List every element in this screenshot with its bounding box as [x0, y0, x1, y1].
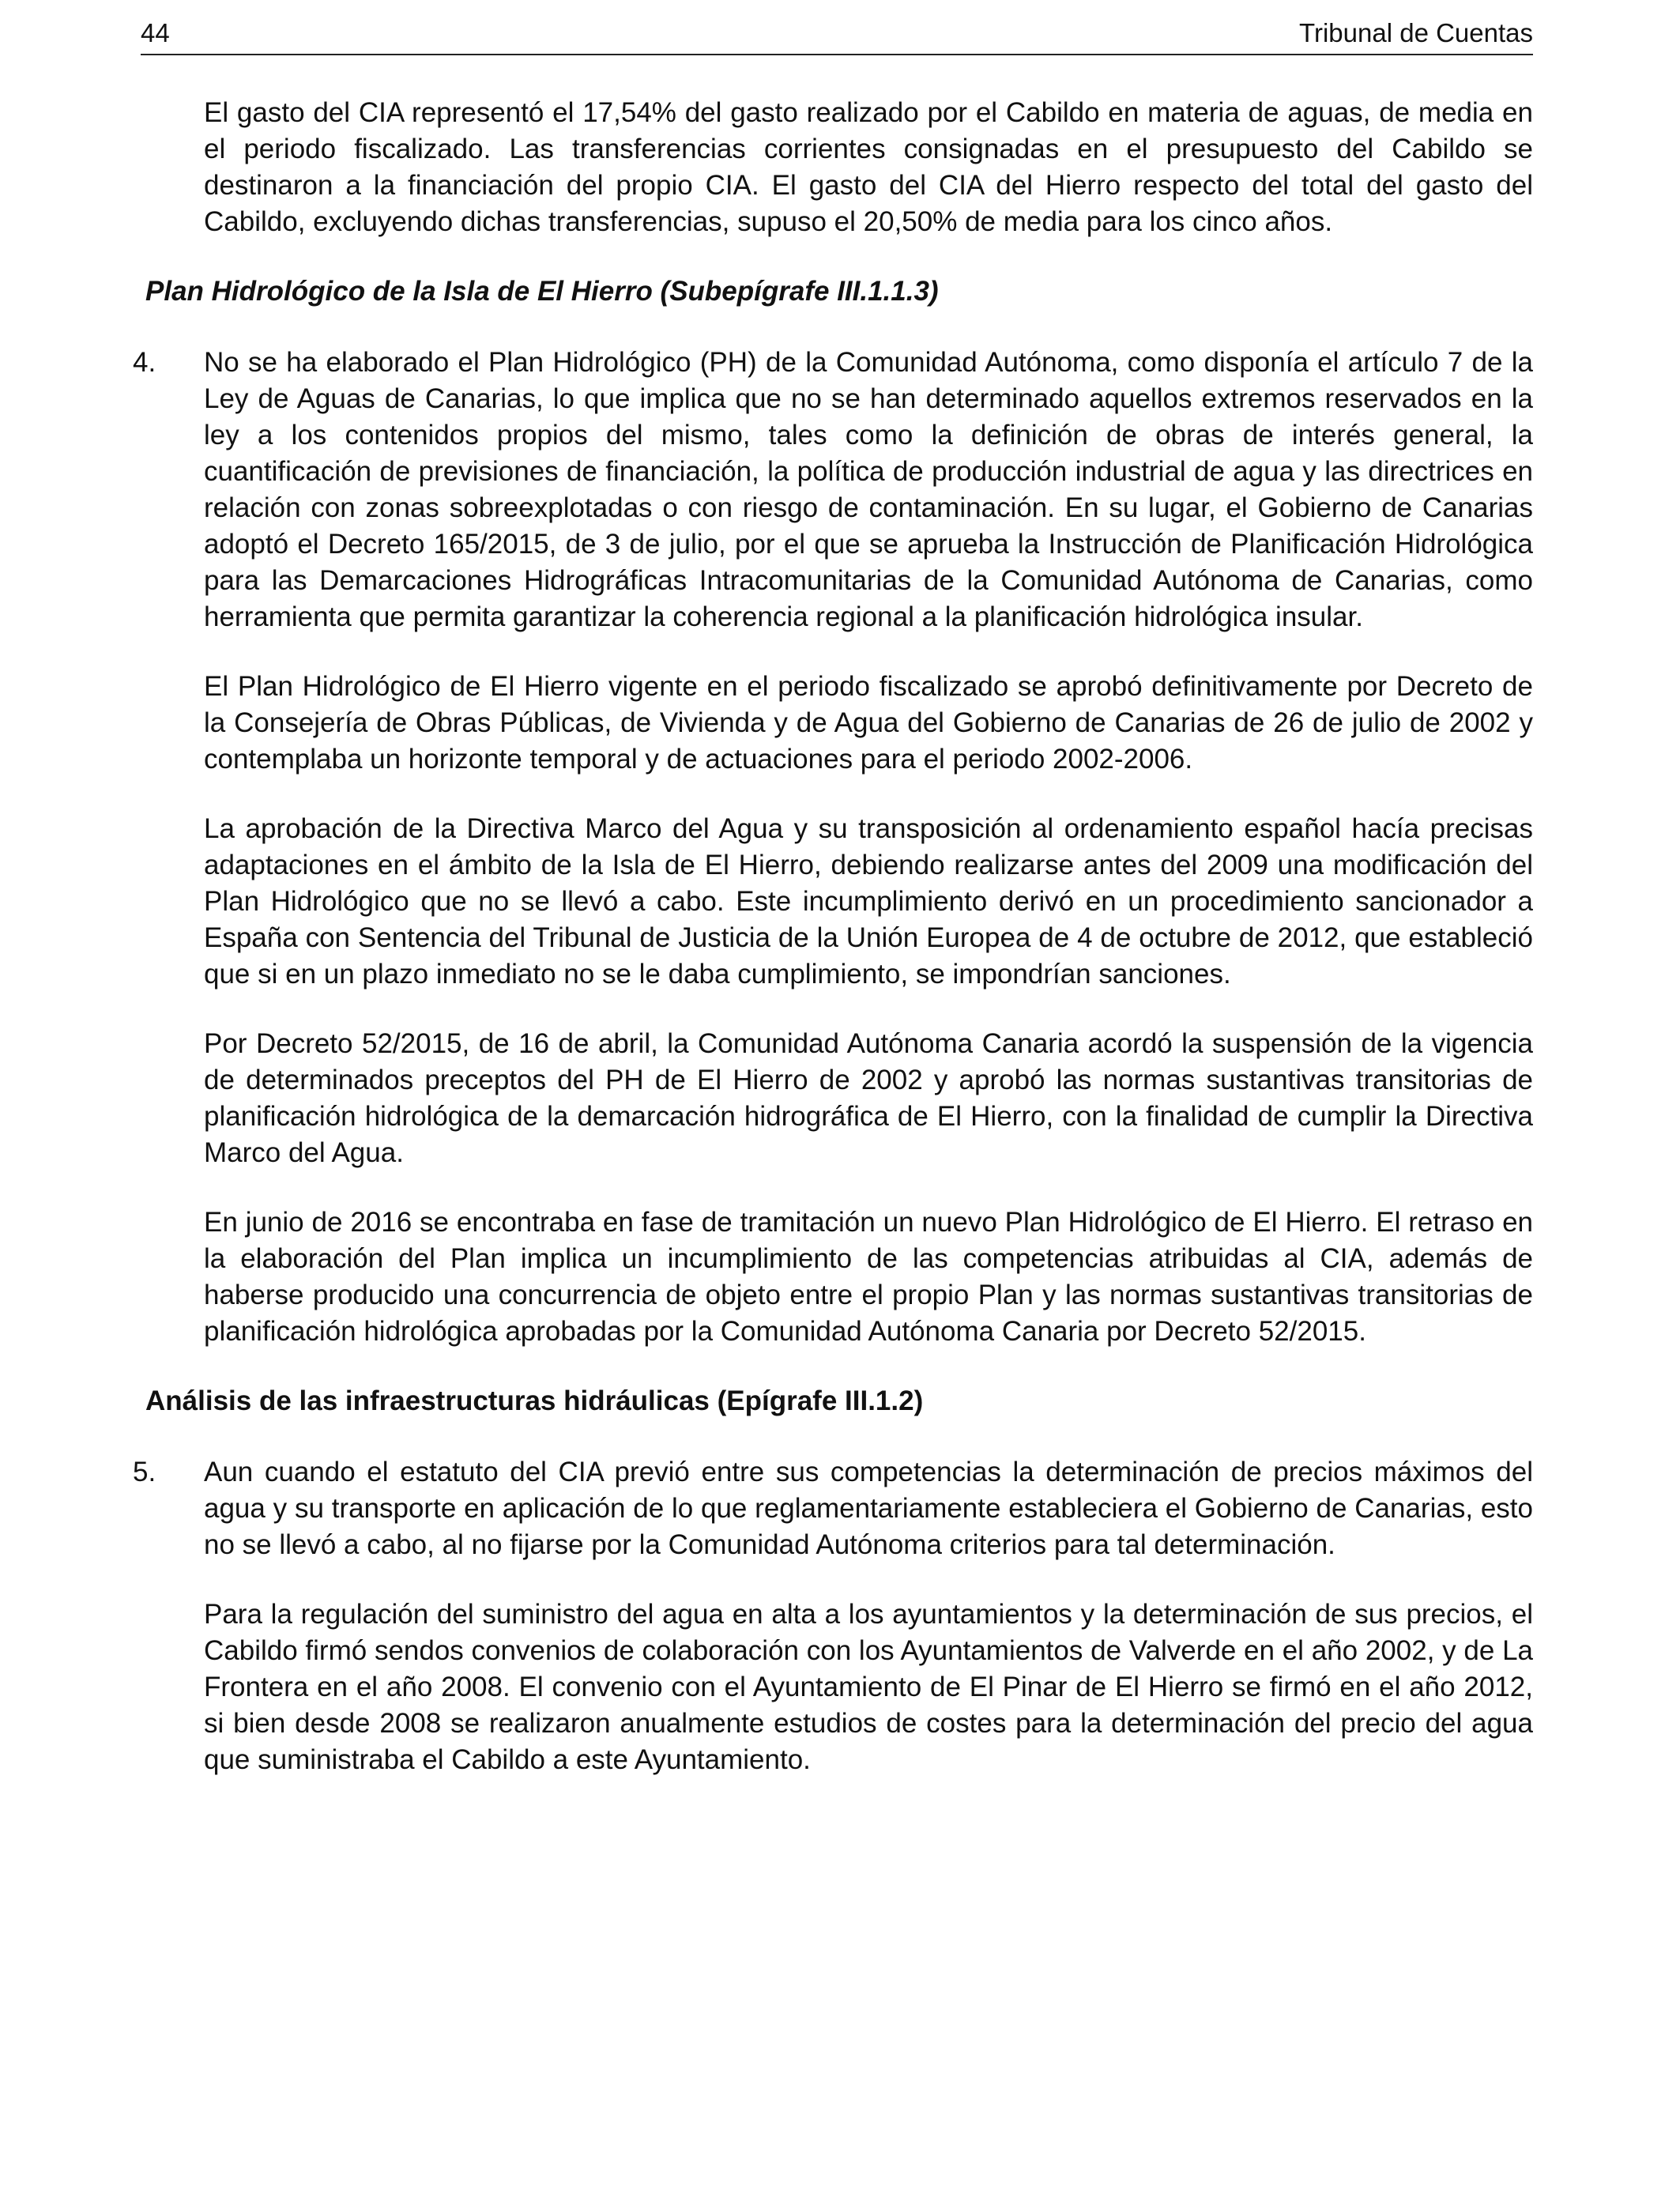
section-heading-infraestructuras: Análisis de las infraestructuras hidráulicas (Epígrafe III.1.2) — [145, 1385, 924, 1416]
paragraph-intro: El gasto del CIA representó el 17,54% del gasto realizado por el Cabildo en materia de aguas, de media en el periodo fiscalizado. Las transferencias corrientes consignadas en el presupuesto del Cabildo se destinaron a la financiación del propio CIA. El gasto del CIA del Hierro respecto del total del gasto del Cabildo, excluyendo dichas transferencias, supuso el 20,50% de media para los cinco años. — [204, 97, 1533, 237]
item-text: No se ha elaborado el Plan Hidrológico (PH) de la Comunidad Autónoma, como disponía el artículo 7 de la Ley de Aguas de Canarias, lo que implica que no se han determinado aquellos extremos reservados en la ley a los contenidos propios del mismo, tales como la definición de obras de interés general, la cuantificación de previsiones de financiación, la política de producción industrial de agua y las directrices en relación con zonas sobreexplotadas o con riesgo de contaminación. En su lugar, el Gobierno de Canarias adoptó el Decreto 165/2015, de 3 de julio, por el que se aprueba la Instrucción de Planificación Hidrológica para las Demarcaciones Hidrográficas Intracomunitarias de la Comunidad Autónoma de Canarias, como herramienta que permita garantizar la coherencia regional a la planificación hidrológica insular. — [204, 347, 1533, 632]
paragraph-decreto-52-2015: Por Decreto 52/2015, de 16 de abril, la Comunidad Autónoma Canaria acordó la suspensión de la vigencia de determinados preceptos del PH de El Hierro de 2002 y aprobó las normas sustantivas transitorias de planificación hidrológica de la demarcación hidrográfica de El Hierro, con la finalidad de cumplir la Directiva Marco del Agua. — [204, 1028, 1533, 1168]
numbered-item-4 — [126, 345, 1533, 635]
page-header — [141, 17, 1533, 55]
section-heading-plan-hidrologico: Plan Hidrológico de la Isla de El Hierro (Subepígrafe III.1.1.3) — [145, 276, 939, 307]
body-text — [126, 95, 1533, 1811]
page-number: 44 — [141, 18, 170, 47]
paragraph-regulacion-suministro: Para la regulación del suministro del agua en alta a los ayuntamientos y la determinación de sus precios, el Cabildo firmó sendos convenios de colaboración con los Ayuntamientos de Valverde en el año 2002, y de La Frontera en el año 2008. El convenio con el Ayuntamiento de El Pinar de El Hierro se firmó en el año 2012, si bien desde 2008 se realizaron anualmente estudios de costes para la determinación del precio del agua que suministraba el Cabildo a este Ayuntamiento. — [204, 1599, 1533, 1775]
paragraph-directiva-marco: La aprobación de la Directiva Marco del Agua y su transposición al ordenamiento español hacía precisas adaptaciones en el ámbito de la Isla de El Hierro, debiendo realizarse antes del 2009 una modificación del Plan Hidrológico que no se llevó a cabo. Este incumplimiento derivó en un procedimiento sancionador a España con Sentencia del Tribunal de Justicia de la Unión Europea de 4 de octubre de 2012, que estableció que si en un plazo inmediato no se le daba cumplimiento, se impondrían sanciones. — [204, 813, 1533, 990]
item-number: 5. — [133, 1457, 156, 1487]
item-text: Aun cuando el estatuto del CIA previó entre sus competencias la determinación de precios máximos del agua y su transporte en aplicación de lo que reglamentariamente estableciera el Gobierno de Canarias, esto no se llevó a cabo, al no fijarse por la Comunidad Autónoma criterios para tal determinación. — [204, 1457, 1533, 1560]
paragraph-junio-2016: En junio de 2016 se encontraba en fase de tramitación un nuevo Plan Hidrológico de El Hierro. El retraso en la elaboración del Plan implica un incumplimiento de las competencias atribuidas al CIA, además de haberse producido una concurrencia de objeto entre el propio Plan y las normas sustantivas transitorias de planificación hidrológica aprobadas por la Comunidad Autónoma Canaria por Decreto 52/2015. — [204, 1207, 1533, 1347]
numbered-item-5 — [126, 1454, 1533, 1563]
paragraph-plan-vigente: El Plan Hidrológico de El Hierro vigente en el periodo fiscalizado se aprobó definitivamente por Decreto de la Consejería de Obras Públicas, de Vivienda y de Agua del Gobierno de Canarias de 26 de julio de 2002 y contemplaba un horizonte temporal y de actuaciones para el periodo 2002-2006. — [204, 671, 1533, 775]
running-title: Tribunal de Cuentas — [1299, 18, 1533, 47]
item-number: 4. — [133, 347, 156, 378]
